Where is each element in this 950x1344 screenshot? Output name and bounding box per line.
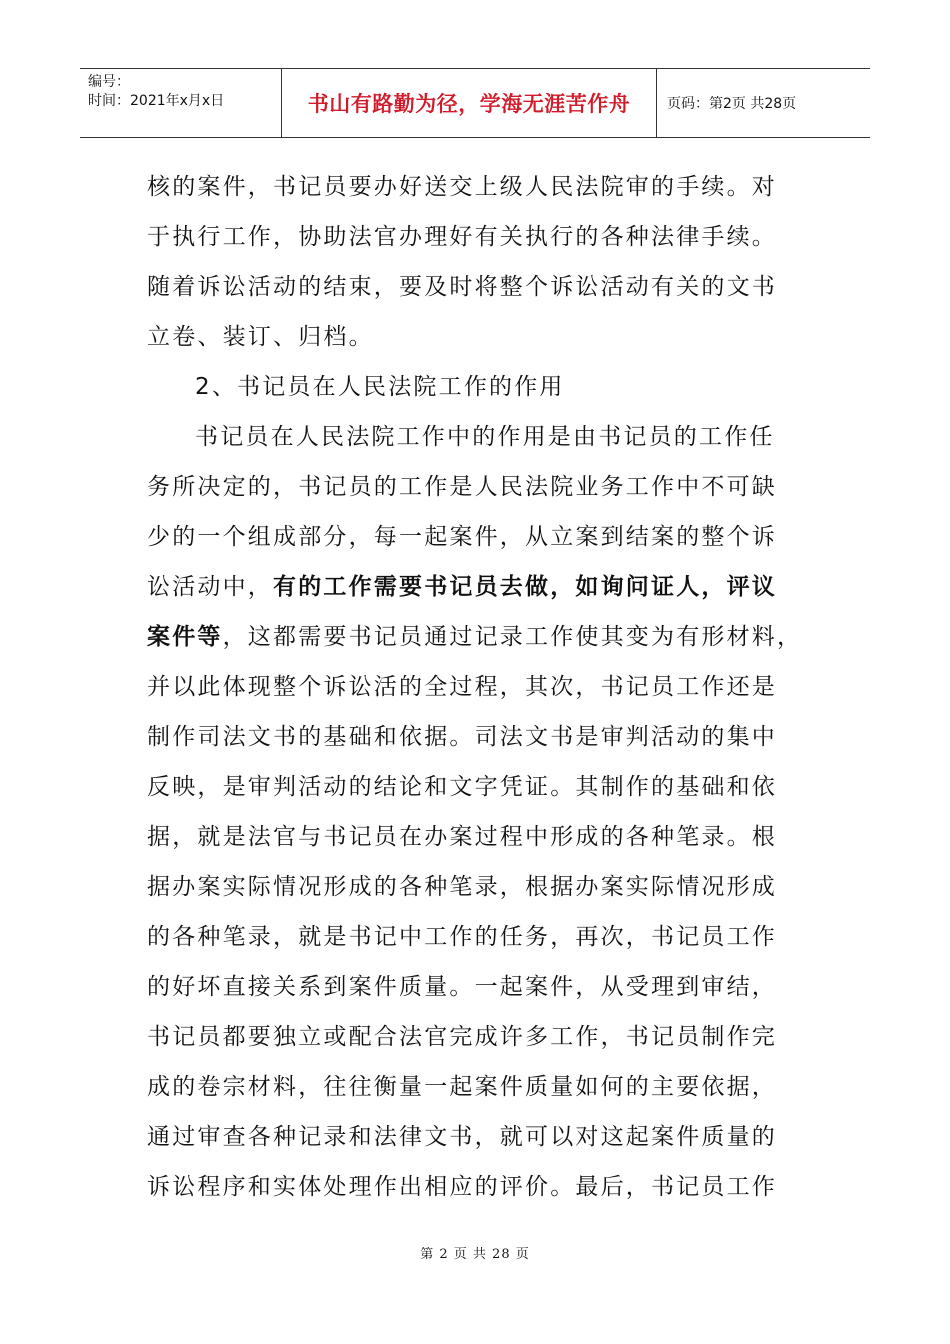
body-line: 少的一个组成部分，每一起案件，从立案到结案的整个诉 — [147, 524, 777, 550]
body-text-segment: ，这都需要书记员通过记录工作使其变为有形材料， — [222, 624, 803, 650]
document-body — [147, 162, 807, 1212]
body-line: 并以此体现整个诉讼活的全过程，其次，书记员工作还是 — [147, 674, 777, 700]
body-line-mixed — [147, 612, 807, 662]
header-motto: 书山有路勤为径，学海无涯苦作舟 — [282, 69, 657, 137]
page-footer: 第 2 页 共 28 页 — [420, 1247, 530, 1262]
body-line: 书记员在人民法院工作中的作用是由书记员的工作任 — [195, 424, 775, 450]
body-line: 反映，是审判活动的结论和文字凭证。其制作的基础和依 — [147, 774, 777, 800]
body-line: 诉讼程序和实体处理作出相应的评价。最后，书记员工作 — [147, 1174, 777, 1200]
body-line: 立卷、装订、归档。 — [147, 324, 374, 350]
body-line: 随着诉讼活动的结束，要及时将整个诉讼活动有关的文书 — [147, 274, 777, 300]
body-line: 据，就是法官与书记员在办案过程中形成的各种笔录。根 — [147, 824, 777, 850]
body-line: 成的卷宗材料，往往衡量一起案件质量如何的主要依据， — [147, 1074, 777, 1100]
header-meta — [80, 69, 282, 137]
bold-emphasis: 案件等 — [147, 624, 223, 650]
number-label: 编号： — [88, 74, 130, 90]
body-line: 核的案件，书记员要办好送交上级人民法院审的手续。对 — [147, 174, 777, 200]
body-line: 的好坏直接关系到案件质量。一起案件，从受理到审结， — [147, 974, 777, 1000]
body-line: 书记员都要独立或配合法官完成许多工作，书记员制作完 — [147, 1024, 777, 1050]
header-page-info: 页码：第2页 共28页 — [667, 96, 797, 112]
bold-emphasis: 有的工作需要书记员去做，如询问证人，评议 — [273, 574, 777, 600]
section-heading: 2、书记员在人民法院工作的作用 — [195, 374, 565, 400]
time-label: 时间：2021年x月x日 — [88, 93, 225, 109]
body-line: 据办案实际情况形成的各种笔录，根据办案实际情况形成 — [147, 874, 777, 900]
document-header — [80, 68, 870, 138]
body-line-mixed — [147, 562, 807, 612]
body-text-segment: 讼活动中， — [147, 574, 273, 600]
body-line: 通过审查各种记录和法律文书，就可以对这起案件质量的 — [147, 1124, 777, 1150]
body-line: 务所决定的，书记员的工作是人民法院业务工作中不可缺 — [147, 474, 777, 500]
body-line: 的各种笔录，就是书记中工作的任务，再次，书记员工作 — [147, 924, 777, 950]
body-line: 制作司法文书的基础和依据。司法文书是审判活动的集中 — [147, 724, 777, 750]
body-line: 于执行工作，协助法官办理好有关执行的各种法律手续。 — [147, 224, 777, 250]
